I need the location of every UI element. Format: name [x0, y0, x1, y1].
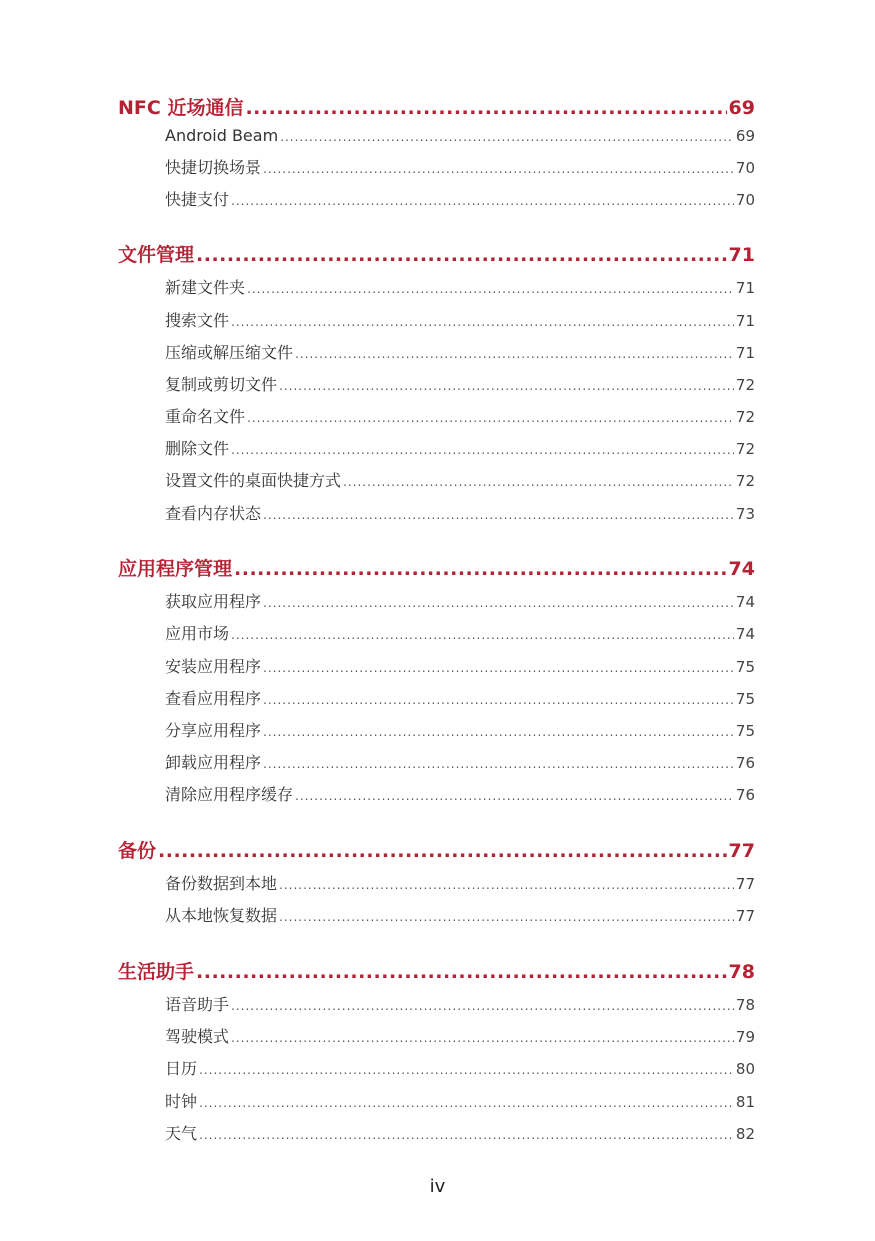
chapter-page: 71: [728, 244, 755, 266]
dot-leader: [199, 1063, 734, 1075]
toc-chapter-app-management[interactable]: [118, 554, 755, 581]
section-page: 75: [735, 658, 755, 676]
dot-leader: [295, 789, 734, 801]
section-title: 搜索文件: [165, 311, 230, 330]
section-title: 备份数据到本地: [165, 874, 278, 893]
dot-leader: [231, 315, 734, 327]
section-title: 查看内存状态: [165, 504, 262, 523]
section-page: 79: [735, 1028, 755, 1046]
chapter-page: 78: [728, 961, 755, 983]
dot-leader: [279, 910, 734, 922]
section-title: 安装应用程序: [165, 657, 262, 676]
toc-section[interactable]: [165, 750, 755, 773]
dot-leader: [247, 411, 734, 423]
toc-section[interactable]: [165, 871, 755, 894]
section-page: 71: [735, 279, 755, 297]
dot-leader: [263, 757, 734, 769]
toc-section[interactable]: [165, 126, 755, 145]
dot-leader: [245, 97, 726, 116]
section-title: 从本地恢复数据: [165, 906, 278, 925]
page-number: iv: [429, 1176, 446, 1197]
toc-section[interactable]: [165, 654, 755, 677]
dot-leader: [263, 693, 734, 705]
dot-leader: [158, 840, 727, 859]
toc-chapter-backup[interactable]: [118, 836, 755, 863]
section-title: 语音助手: [165, 995, 230, 1014]
dot-leader: [231, 443, 734, 455]
dot-leader: [279, 379, 734, 391]
chapter-title: 应用程序管理: [118, 558, 233, 580]
section-title: 重命名文件: [165, 407, 246, 426]
section-title: 复制或剪切文件: [165, 375, 278, 394]
section-page: 74: [735, 593, 755, 611]
dot-leader: [263, 596, 734, 608]
section-page: 75: [735, 690, 755, 708]
section-page: 70: [735, 191, 755, 209]
section-page: 72: [735, 408, 755, 426]
section-title: 时钟: [165, 1092, 198, 1111]
section-page: 77: [735, 907, 755, 925]
section-page: 76: [735, 786, 755, 804]
section-page: 77: [735, 875, 755, 893]
dot-leader: [231, 628, 734, 640]
dot-leader: [247, 282, 734, 294]
section-page: 78: [735, 996, 755, 1014]
toc-section[interactable]: [165, 1121, 755, 1144]
toc-section[interactable]: [165, 275, 755, 298]
section-title: 日历: [165, 1059, 198, 1078]
chapter-page: 77: [728, 840, 755, 862]
dot-leader: [199, 1128, 734, 1140]
section-page: 71: [735, 344, 755, 362]
section-page: 82: [735, 1125, 755, 1143]
dot-leader: [196, 244, 727, 263]
section-title: 获取应用程序: [165, 592, 262, 611]
toc-section[interactable]: [165, 621, 755, 644]
dot-leader: [343, 475, 734, 487]
toc-section[interactable]: [165, 501, 755, 524]
chapter-title: 文件管理: [118, 244, 195, 266]
section-page: 70: [735, 159, 755, 177]
section-title: 快捷支付: [165, 190, 230, 209]
dot-leader: [231, 1031, 734, 1043]
dot-leader: [280, 130, 734, 142]
toc-section[interactable]: [165, 782, 755, 805]
section-page: 73: [735, 505, 755, 523]
toc-chapter-file-management[interactable]: [118, 240, 755, 267]
dot-leader: [199, 1096, 734, 1108]
section-title: Android Beam: [165, 126, 279, 145]
toc-section[interactable]: [165, 436, 755, 459]
section-title: 驾驶模式: [165, 1027, 230, 1046]
section-page: 81: [735, 1093, 755, 1111]
section-page: 76: [735, 754, 755, 772]
section-page: 69: [735, 127, 755, 145]
dot-leader: [196, 961, 727, 980]
dot-leader: [295, 347, 734, 359]
chapter-title: 备份: [118, 840, 157, 862]
section-title: 分享应用程序: [165, 721, 262, 740]
section-title: 查看应用程序: [165, 689, 262, 708]
dot-leader: [231, 999, 734, 1011]
toc-section[interactable]: [165, 308, 755, 331]
toc-section[interactable]: [165, 589, 755, 612]
chapter-title: NFC 近场通信: [118, 97, 244, 119]
dot-leader: [279, 878, 734, 890]
toc-section[interactable]: [165, 372, 755, 395]
dot-leader: [263, 725, 734, 737]
toc-chapter-life-assistant[interactable]: [118, 957, 755, 984]
section-title: 清除应用程序缓存: [165, 785, 294, 804]
dot-leader: [231, 194, 734, 206]
dot-leader: [263, 661, 734, 673]
section-title: 快捷切换场景: [165, 158, 262, 177]
toc-section[interactable]: [165, 404, 755, 427]
section-page: 80: [735, 1060, 755, 1078]
section-title: 压缩或解压缩文件: [165, 343, 294, 362]
dot-leader: [263, 162, 734, 174]
toc-section[interactable]: [165, 1089, 755, 1112]
section-title: 设置文件的桌面快捷方式: [165, 471, 342, 490]
chapter-page: 69: [728, 97, 755, 119]
section-page: 72: [735, 440, 755, 458]
dot-leader: [263, 508, 734, 520]
section-title: 新建文件夹: [165, 278, 246, 297]
chapter-title: 生活助手: [118, 961, 195, 983]
toc-section[interactable]: [165, 686, 755, 709]
chapter-page: 74: [728, 558, 755, 580]
toc-section[interactable]: [165, 992, 755, 1015]
dot-leader: [234, 558, 727, 577]
section-page: 72: [735, 472, 755, 490]
section-title: 卸载应用程序: [165, 753, 262, 772]
toc-section[interactable]: [165, 340, 755, 363]
toc-section[interactable]: [165, 155, 755, 178]
toc-section[interactable]: [165, 903, 755, 926]
toc-section[interactable]: [165, 1056, 755, 1079]
toc-section[interactable]: [165, 468, 755, 491]
toc-section[interactable]: [165, 187, 755, 210]
section-page: 71: [735, 312, 755, 330]
section-title: 天气: [165, 1124, 198, 1143]
section-page: 75: [735, 722, 755, 740]
section-title: 应用市场: [165, 624, 230, 643]
toc-chapter-nfc[interactable]: [118, 93, 755, 120]
section-title: 删除文件: [165, 439, 230, 458]
toc-section[interactable]: [165, 718, 755, 741]
section-page: 74: [735, 625, 755, 643]
toc-section[interactable]: [165, 1024, 755, 1047]
section-page: 72: [735, 376, 755, 394]
